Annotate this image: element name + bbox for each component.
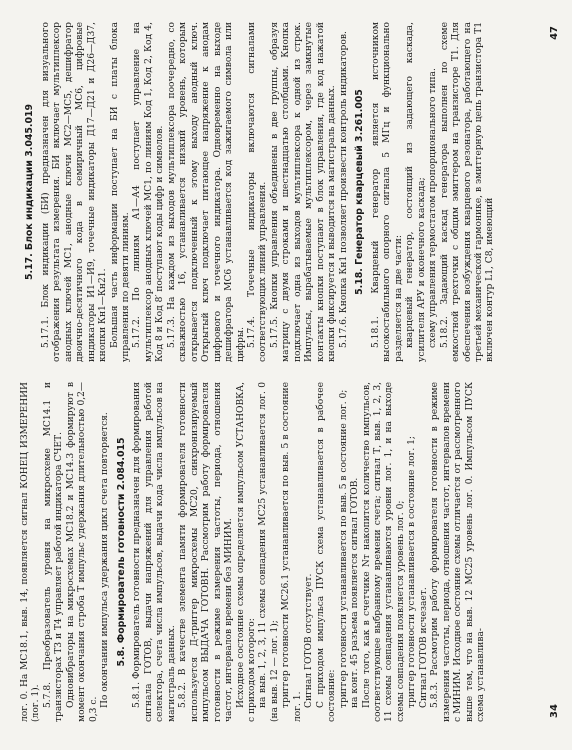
paragraph: Одновибраторы на микросхемах МС18.2 и МС14.3 формируют в момент окончания строба Т импульс удержания длительностью 0,2—0,3 с. [65, 382, 99, 722]
section-heading: 5.18. Генератор кварцевый 3.261.005 [354, 89, 366, 295]
paragraph: 5.7.8. Преобразователь уровня на микросхеме МС14.1 и транзисторах Т3 и Т4 управляет работой индикатора СЧЕТ. [42, 382, 65, 722]
paragraph: С приходом импульса ПУСК схема устанавливается в рабочее состояние: [315, 382, 338, 722]
paragraph: триггер готовности МС26.1 устанавливается по выв. 5 в состояние лог. 1. [281, 382, 303, 722]
paragraph: 5.17.6. Кнопка Кн1 позволяет произвести контроль индикаторов. [338, 31, 349, 348]
paragraph: 5.17.4. Точечные индикаторы включаются сигналами соответствующих линий управления. [247, 22, 269, 362]
paragraph: 5.18.1. Кварцевый генератор является источником высокостабильного опорного сигнала 5 МГц и функционально разделяется на две части: [370, 22, 404, 362]
paragraph: на выв. 1, 2, 3, 11 схемы совпадения МС25 устанавливается лог. 0 (на выв. 12 — лог. 1); [258, 382, 280, 722]
paragraph: После того, как в счетчике Nт накопится количество импульсов, соответствующее выбранному времени счета; сигнал Т, выв. 1, 2, 3, 11 схемы совпадения устанавливаются уровни лог. 1, и на выходе схемы совпадения появляется уровень лог. 0; [361, 382, 406, 722]
section-heading: 5.8. Формирователь готовности 2.084.015 [115, 437, 127, 667]
paragraph: 5.17.2. По линиям А1—А4 поступает управление на мультиплексор анодных ключей МС1, по линиям Код 1, Код 2, Код 4, Код 8 и Код 8′ поступают коды цифр и символов. [132, 22, 166, 362]
paragraph: кварцевый генератор, состоящий из задающего каскада, усилителя АРУ и оконечного каскада; [405, 22, 427, 362]
paragraph: Сигнал ГОТОВ исчезает. [418, 587, 429, 708]
paragraph: По окончании импульса удержания цикл счета повторяется. [100, 412, 111, 708]
left-page [20, 382, 564, 722]
paragraph: лог. 0. На МС18.1, выв. 14, появляется сигнал КОНЕЦ ИЗМЕРЕНИЙ (лог. 1). [20, 382, 42, 722]
section-heading: 5.17. Блок индикации 3.045.019 [24, 103, 35, 281]
paragraph: Сигнал ГОТОВ отсутствует. [304, 573, 315, 708]
paragraph: 5.8.3. Рассмотрим работу формирователя готовности в режиме измерения частоты, периода, отношения частот, интервалов времени с МИНИМ. Исходное состояние схемы отличается от рассмотренного выше тем, что на выв. 12 МС25 уровень лог. 0. Импульсом ПУСК схема устанавлива- [430, 382, 487, 722]
paragraph: 5.8.2. В качестве элемента памяти формирователя готовности используется Д-триггер микросхемы МС20, синхронизируемый импульсом ВЫДАЧА ГОТОВН. Рассмотрим работу формирователя готовности в режиме измерения частоты, периода, отношения частот, интервалов времени без МИНИМ. [178, 382, 235, 722]
right-page [20, 22, 564, 362]
paragraph: триггер готовности устанавливается по выв. 5 в состояние лог. 0; [338, 389, 349, 708]
paragraph: Большая часть информации поступает на БИ с платы блока управления по девяти линиям. [109, 22, 132, 362]
paragraph: на конт. 45 разъема появляется сигнал ГОТОВ. [350, 477, 361, 708]
paragraph: 5.8.1. Формирователь готовности предназначен для формирования сигнала ГОТОВ, выдачи напряжений для управления работой селектора, счета числа импульсов, выдачи кода числа импульсов на магистраль данных. [132, 382, 177, 722]
page-number: 34 [549, 704, 561, 718]
paragraph: 5.17.5. Кнопки управления объединены в две группы, образуя матрицу с двумя строками и шестнадцатью столбцами. Кнопка подключает одна из выходов мультиплексора к одной из строк. Импульсы, вырабатываемые мультиплексором, через замкнутые контакты кнопки поступают в блок управления, где код нажатой кнопки фиксируется и выводится на магистраль данных. [269, 22, 338, 362]
paragraph: 5.17.3. На каждом из выходов мультиплексора поочередно, со скважностью 16, устанавливается низкий уровень, которым открывается подключенный к этому выходу анодный ключ. Открытый ключ подключает питающее напряжение к анодам цифрового и точечного индикатора. Одновременно на выходе дешифратора МС6 устанавливается код зажигаемого символа или цифры. [166, 22, 246, 362]
paragraph: 5.17.1. Блок индикации (БИ) предназначен для визуального отображения результата измерения. БИ включает мультиплексор анодных ключей МС1, анодные ключи МС2—МС5, дешифратор двоично-десятичного кода в семиричный МС6, цифровые индикаторы И1—И9, точечные индикаторы Д17—Д21 и Д26—Д37, кнопки Кн1—Кн21. [40, 22, 109, 362]
paragraph: Исходное состояние схемы определяется импульсом УСТАНОВКА, с приходом которого: [235, 382, 257, 722]
paragraph: 5.18.2. Задающий каскад генератора выполнен по схеме емкостной трехточки с общим эмиттером на транзисторе Т1. Для обеспечения возбуждения кварцевого резонатора, работающего на третьей механической гармонике, в эмиттерную цепь транзистора Т1 включен контур L1, С8, имеющий [439, 22, 496, 362]
page-number: 47 [549, 26, 561, 40]
paragraph: триггер готовности устанавливается в состояние лог. 1; [407, 436, 418, 708]
paragraph: схему управления термостатом пропорционального типа. [428, 68, 439, 348]
